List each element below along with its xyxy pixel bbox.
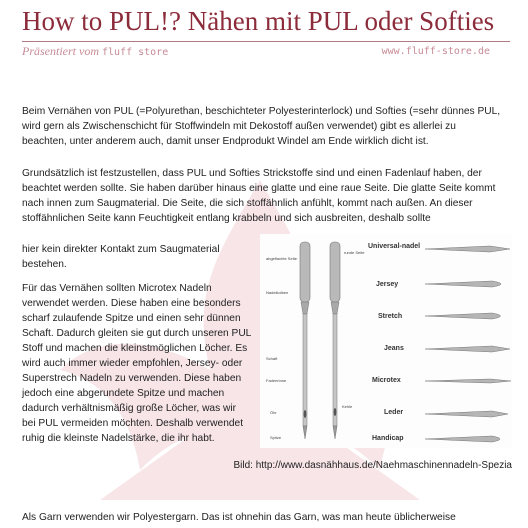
needle-type-label: Universal-nadel — [368, 243, 421, 250]
part-label: abgeflachte Seite — [266, 256, 297, 261]
needle-tip-row — [376, 281, 501, 288]
presented-by-line — [22, 44, 168, 59]
needle-type-label: Microtex — [372, 377, 401, 384]
paragraph-intro: Beim Vernähen von PUL (=Polyurethan, beschichteter Polyesterinterlock) und Softies (=sehr dünnes PUL, wird gern als Zwischenschicht für Stoffwindeln mit Dekostoff außen verwendet) gibt es allerlei zu beachten, unter anderem auch, damit unser Endprodukt Windel am Ende wirklich dicht ist. — [22, 106, 501, 147]
needle-anatomy-right — [330, 242, 340, 439]
part-label: Schaft — [266, 356, 278, 361]
needle-type-label: Jeans — [384, 345, 404, 352]
needle-anatomy-left — [300, 242, 310, 439]
needle-type-label: Handicap — [372, 435, 404, 442]
needle-diagram — [260, 234, 512, 448]
needle-tip-row — [384, 345, 510, 352]
paragraph-fabric-continued: hier kein direkter Kontakt zum Saugmaterial bestehen. — [22, 244, 220, 270]
title-divider — [22, 41, 510, 42]
page-title: How to PUL!? Nähen mit PUL oder Softies — [22, 6, 495, 36]
needle-type-label: Jersey — [376, 281, 399, 288]
part-label: Nadelkolben — [266, 290, 289, 295]
needle-figure — [260, 234, 512, 448]
brand-name: fluff store — [102, 47, 169, 58]
needle-tip-row — [372, 377, 511, 384]
needle-tip-row — [384, 409, 508, 417]
presented-by-label: Präsentiert vom — [22, 44, 99, 58]
needle-type-label: Leder — [384, 409, 404, 416]
part-label: Kehle — [342, 404, 353, 409]
needle-type-label: Stretch — [378, 313, 403, 320]
paragraph-thread: Als Garn verwenden wir Polyestergarn. Das ist ohnehin das Garn, was man heute üblicherweise — [22, 512, 456, 523]
needle-tip-row — [368, 243, 510, 252]
paragraph-fabric: Grundsätzlich ist festzustellen, dass PUL und Softies Strickstoffe sind und einen Fadenlauf haben, der beachtet werden sollte. Sie haben darüber hinaus eine glatte und eine raue Seite. Die glatte Seite kommt nach innen zum Saugmaterial. Die Seite, die sich stoffähnlich anfühlt, kommt nach außen. An dieser stoffähnlichen Seite kann Feuchtigkeit entlang krabbeln und sich ausbreiten, deshalb sollte — [22, 168, 496, 224]
needle-tip-row — [378, 313, 501, 320]
paragraph-needles: Für das Vernähen sollten Microtex Nadeln verwendet werden. Diese haben eine besonders scharf zulaufende Spitze und einen sehr dünnen Schaft. Dadurch gleiten sie gut durch unseren PUL Stoff und machen die kleinstmöglichen Löcher. Es wird auch immer wieder empfohlen, Jersey- oder Superstrech Nadeln zu verwenden. Diese haben jedoch eine abgerundete Spitze und machen dadurch verhältnismäßig große Löcher, was wir bei PUL vermeiden möchten. Deshalb verwendet ruhig die kleinste Nadelstärke, die ihr habt. — [22, 283, 251, 444]
part-label: Fadenrinne — [266, 378, 287, 383]
website-link[interactable]: www.fluff-store.de — [381, 46, 490, 57]
part-label: Öhr — [270, 410, 277, 415]
figure-caption: Bild: http://www.dasnähhaus.de/Naehmaschinennadeln-Spezia — [233, 460, 512, 471]
part-label: Spitze — [270, 435, 282, 440]
needle-tip-row — [372, 435, 500, 442]
part-label: runde Seite — [344, 250, 365, 255]
